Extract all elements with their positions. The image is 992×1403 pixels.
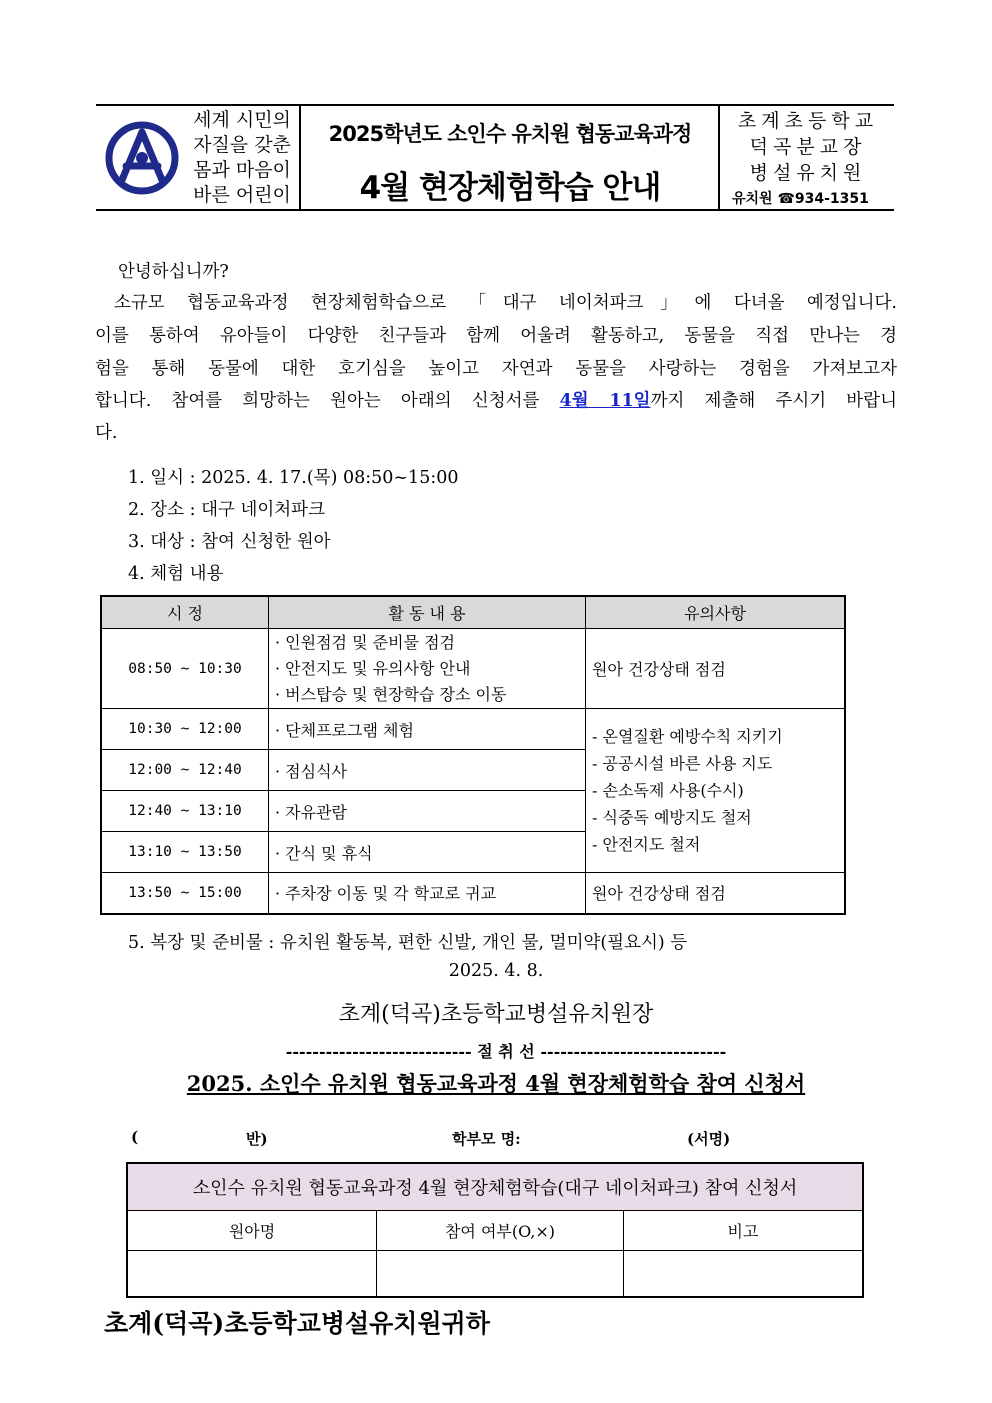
issuer: 초계(덕곡)초등학교병설유치원장 bbox=[338, 1002, 654, 1027]
activity-item: · 버스탑승 및 현장학습 장소 이동 bbox=[275, 684, 507, 704]
motto-line: 자질을 갖춘 bbox=[193, 134, 291, 156]
participation-cell[interactable] bbox=[377, 1251, 624, 1297]
time-cell: 08:50 ~ 10:30 bbox=[101, 629, 269, 709]
child-name-cell[interactable] bbox=[127, 1251, 377, 1297]
school-name-line: 덕곡분교장 bbox=[749, 136, 867, 158]
letter-line bbox=[95, 385, 897, 418]
issue-date: 2025. 4. 8. bbox=[448, 961, 544, 981]
column-header: 활 동 내 용 bbox=[269, 596, 586, 629]
note-item: - 식중독 예방지도 철저 bbox=[592, 808, 752, 827]
phone-number: 유치원 ☎934-1351 bbox=[732, 191, 869, 207]
time-cell: 12:00 ~ 12:40 bbox=[101, 750, 269, 791]
column-header: 비고 bbox=[624, 1211, 864, 1251]
note-cell-merged bbox=[586, 709, 846, 873]
motto-line: 세계 시민의 bbox=[193, 109, 291, 131]
cut-line: ---------------------------- 절 취 선 ---------------------------- bbox=[285, 1042, 727, 1061]
activity-cell: · 단체프로그램 체험 bbox=[269, 709, 586, 750]
schedule-table bbox=[100, 595, 846, 915]
application-table-title: 소인수 유치원 협동교육과정 4월 현장체험학습(대구 네이처파크) 참여 신청서 bbox=[127, 1163, 863, 1211]
note-item: - 안전지도 철저 bbox=[592, 835, 701, 854]
class-open: ( bbox=[131, 1128, 139, 1146]
note-item: - 손소독제 사용(수시) bbox=[592, 781, 744, 800]
school-name bbox=[728, 108, 888, 186]
note-item: - 공공시설 바른 사용 지도 bbox=[592, 754, 773, 773]
table-row bbox=[127, 1251, 863, 1297]
note-cell: 원아 건강상태 점검 bbox=[586, 629, 846, 709]
item-content: 4. 체험 내용 bbox=[128, 564, 224, 584]
school-name-line: 초계초등학교 bbox=[737, 110, 879, 132]
document-title-line1: 2025학년도 소인수 유치원 협동교육과정 bbox=[328, 122, 692, 146]
column-header: 시 정 bbox=[101, 596, 269, 629]
signature-field[interactable]: (서명) bbox=[687, 1130, 731, 1148]
document-header bbox=[96, 104, 894, 211]
letter-line: 소규모 협동교육과정 현장체험학습으로 「대구 네이처파크」에 다녀올 예정입니다. bbox=[114, 293, 897, 313]
table-header-row bbox=[127, 1211, 863, 1251]
activity-item: · 안전지도 및 유의사항 안내 bbox=[275, 658, 471, 678]
school-name-line: 병설유치원 bbox=[749, 162, 867, 184]
table-row bbox=[101, 709, 845, 750]
application-table bbox=[126, 1162, 864, 1298]
time-cell: 13:50 ~ 15:00 bbox=[101, 873, 269, 914]
motto-line: 몸과 마음이 bbox=[193, 159, 291, 181]
table-row bbox=[101, 629, 845, 709]
activity-item: · 인원점검 및 준비물 점검 bbox=[275, 632, 455, 652]
motto bbox=[192, 108, 292, 208]
letter-line: 다. bbox=[95, 423, 118, 443]
letter-line: 험을 통해 동물에 대한 호기심을 높이고 자연과 동물을 사랑하는 경험을 가져보고자 bbox=[95, 359, 897, 379]
table-header-row bbox=[101, 596, 845, 629]
table-row bbox=[101, 873, 845, 914]
activity-cell: · 점심식사 bbox=[269, 750, 586, 791]
item-date: 1. 일시 : 2025. 4. 17.(목) 08:50~15:00 bbox=[128, 468, 459, 488]
deadline-highlight: 4월 11일 bbox=[559, 391, 651, 411]
parent-name-field[interactable]: 학부모 명: bbox=[452, 1130, 521, 1148]
class-field[interactable]: 반) bbox=[246, 1130, 268, 1148]
divider bbox=[718, 106, 720, 209]
column-header: 원아명 bbox=[127, 1211, 377, 1251]
time-cell: 12:40 ~ 13:10 bbox=[101, 791, 269, 832]
time-cell: 10:30 ~ 12:00 bbox=[101, 709, 269, 750]
application-table-title-row bbox=[127, 1163, 863, 1211]
document-title-line2: 4월 현장체험학습 안내 bbox=[359, 170, 661, 206]
item-place: 2. 장소 : 대구 네이처파크 bbox=[128, 500, 325, 520]
letter-text: 합니다. 참여를 희망하는 원아는 아래의 신청서를 bbox=[95, 391, 560, 411]
remarks-cell[interactable] bbox=[624, 1251, 864, 1297]
activity-cell: · 자유관람 bbox=[269, 791, 586, 832]
activity-cell bbox=[269, 629, 586, 709]
item-target: 3. 대상 : 참여 신청한 원아 bbox=[128, 532, 331, 552]
note-cell: 원아 건강상태 점검 bbox=[586, 873, 846, 914]
column-header: 참여 여부(O,×) bbox=[377, 1211, 624, 1251]
greeting: 안녕하십니까? bbox=[118, 262, 229, 282]
item-dress: 5. 복장 및 준비물 : 유치원 활동복, 편한 신발, 개인 물, 멀미약(필요시) 등 bbox=[128, 933, 688, 953]
note-item: - 온열질환 예방수칙 지키기 bbox=[592, 727, 783, 746]
activity-cell: · 주차장 이동 및 각 학교로 귀교 bbox=[269, 873, 586, 914]
school-logo-icon bbox=[104, 120, 180, 196]
letter-line: 이를 통하여 유아들이 다양한 친구들과 함께 어울려 활동하고, 동물을 직접 만나는 경 bbox=[95, 326, 897, 346]
letter-text: 까지 제출해 주시기 바랍니 bbox=[650, 391, 897, 411]
motto-line: 바른 어린이 bbox=[193, 184, 291, 206]
time-cell: 13:10 ~ 13:50 bbox=[101, 832, 269, 873]
column-header: 유의사항 bbox=[586, 596, 846, 629]
divider bbox=[299, 106, 301, 209]
application-title: 2025. 소인수 유치원 협동교육과정 4월 현장체험학습 참여 신청서 bbox=[186, 1071, 806, 1096]
footer-recipient: 초계(덕곡)초등학교병설유치원귀하 bbox=[104, 1309, 490, 1338]
activity-cell: · 간식 및 휴식 bbox=[269, 832, 586, 873]
